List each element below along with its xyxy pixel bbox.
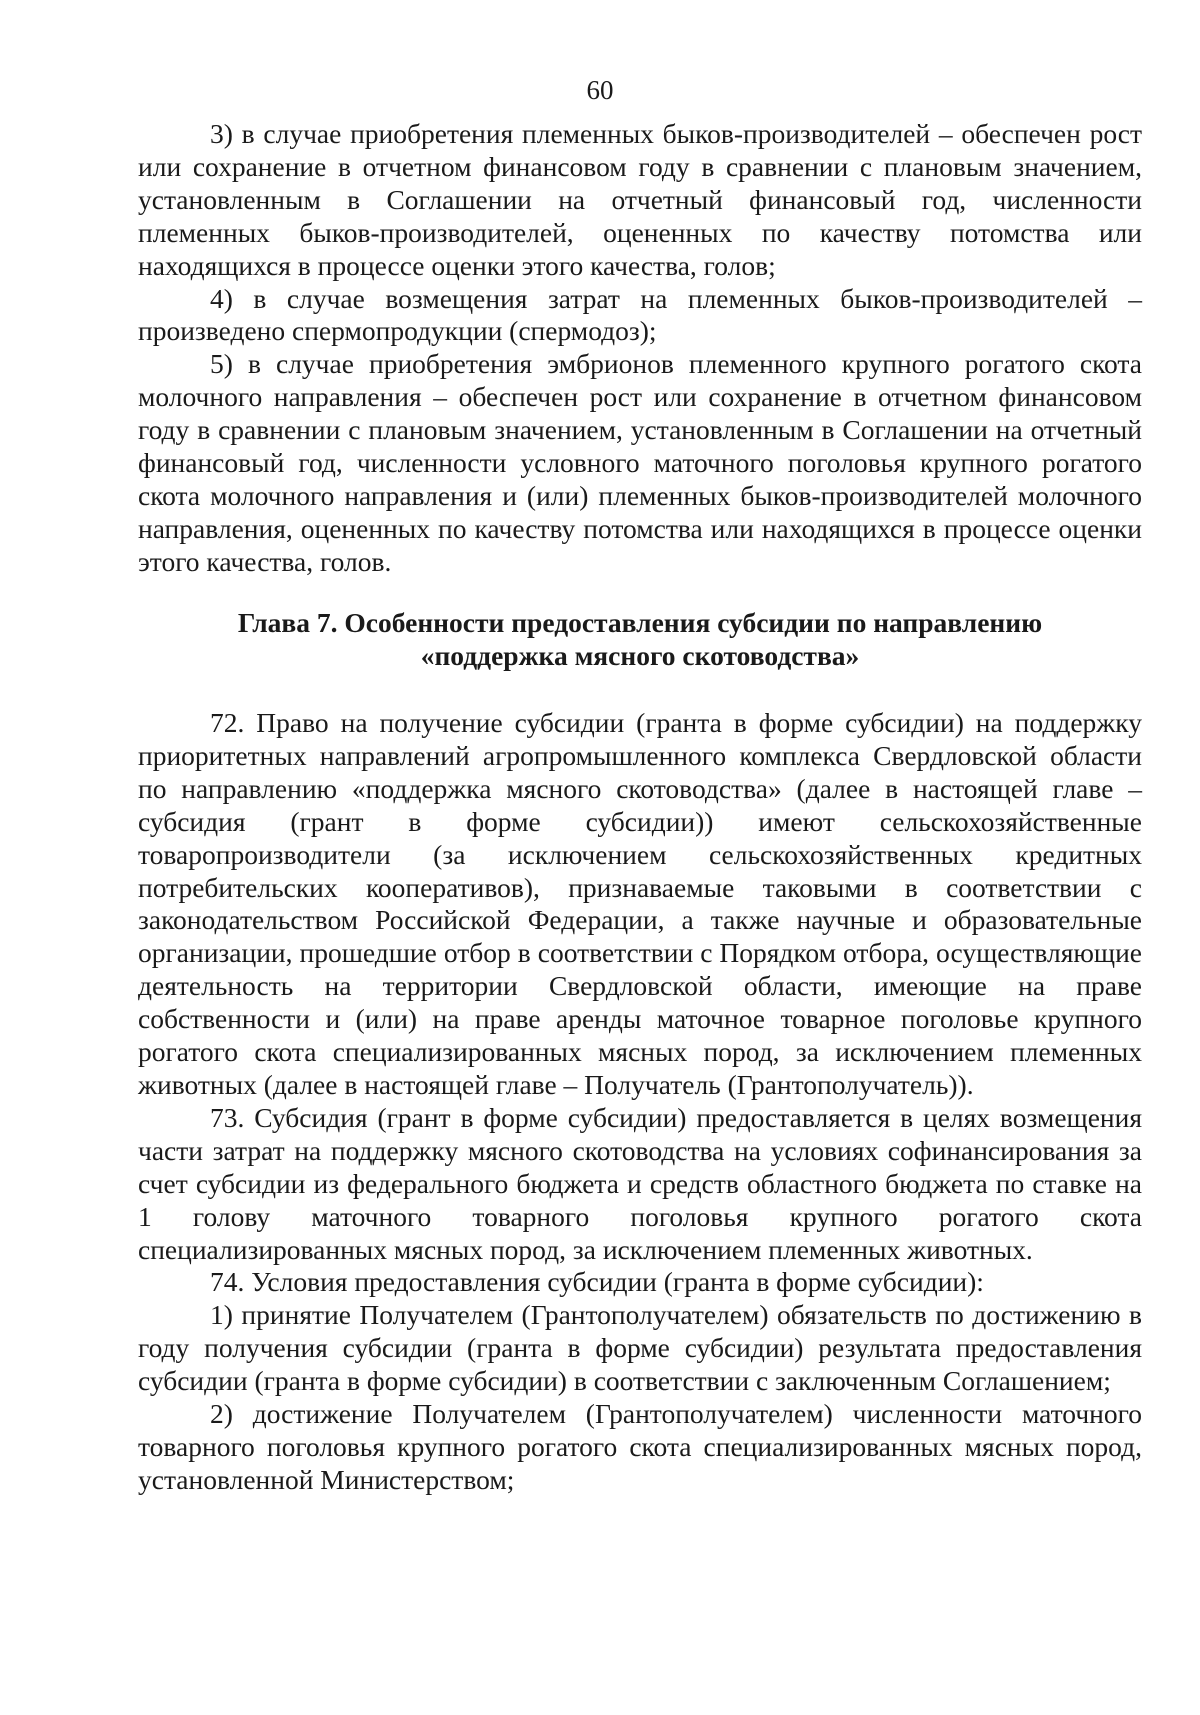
page-number: 60 [586,75,614,105]
paragraph-item-4: 4) в случае возмещения затрат на племенных быков-производителей – произведено спермопродукции (спермодоз); [138,282,1142,347]
chapter-heading [138,606,1142,672]
paragraph-74-item-1: 1) принятие Получателем (Грантополучателем) обязательств по достижению в году получения субсидии (гранта в форме субсидии) результата предоставления субсидии (гранта в форме субсидии) в соответствии с заключенным Соглашением; [138,1299,1142,1397]
paragraph-74: 74. Условия предоставления субсидии (гранта в форме субсидии): [210,1266,984,1298]
paragraph-item-3: 3) в случае приобретения племенных быков-производителей – обеспечен рост или сохранение в отчетном финансовом году в сравнении с плановым значением, установленным в Соглашении на отчетный финансовый год, численности племенных быков-производителей, оцененных по качеству потомства или находящихся в процессе оценки этого качества, голов; [138,118,1142,281]
paragraphs-top [138,118,1142,579]
paragraph-item-5: 5) в случае приобретения эмбрионов племенного крупного рогатого скота молочного направления – обеспечен рост или сохранение в отчетном финансовом году в сравнении с плановым значением, установленным в Соглашении на отчетный финансовый год, численности условного маточного поголовья крупного рогатого скота молочного направления и (или) племенных быков-производителей молочного направления, оцененных по качеству потомства или находящихся в процессе оценки этого качества, голов. [138,348,1142,577]
chapter-title-line-2: «поддержка мясного скотоводства» [420,640,860,671]
paragraph-74-item-2: 2) достижение Получателем (Грантополучателем) численности маточного товарного поголовья крупного рогатого скота специализированных мясных пород, установленной Министерством; [138,1398,1142,1495]
chapter-title-line-1: Глава 7. Особенности предоставления субсидии по направлению [237,607,1043,638]
paragraph-72: 72. Право на получение субсидии (гранта в форме субсидии) на поддержку приоритетных направлений агропромышленного комплекса Свердловской области по направлению «поддержка мясного скотоводства» (далее в настоящей главе – субсидия (грант в форме субсидии)) имеют сельскохозяйственные товаропроизводители (за исключением сельскохозяйственных кредитных потребительских кооперативов), признаваемые таковыми в соответствии с законодательством Российской Федерации, а также научные и образовательные организации, прошедшие отбор в соответствии с Порядком отбора, осуществляющие деятельность на территории Свердловской области, имеющие на праве собственности и (или) на праве аренды маточное товарное поголовье крупного рогатого скота специализированных мясных пород, за исключением племенных животных (далее в настоящей главе – Получатель (Грантополучатель)). [138,707,1142,1100]
paragraph-73: 73. Субсидия (грант в форме субсидии) предоставляется в целях возмещения части затрат на поддержку мясного скотоводства на условиях софинансирования за счет субсидии из федерального бюджета и средств областного бюджета по ставке на 1 голову маточного товарного поголовья крупного рогатого скота специализированных мясных пород, за исключением племенных животных. [138,1101,1142,1265]
paragraphs-bottom [138,707,1142,1497]
